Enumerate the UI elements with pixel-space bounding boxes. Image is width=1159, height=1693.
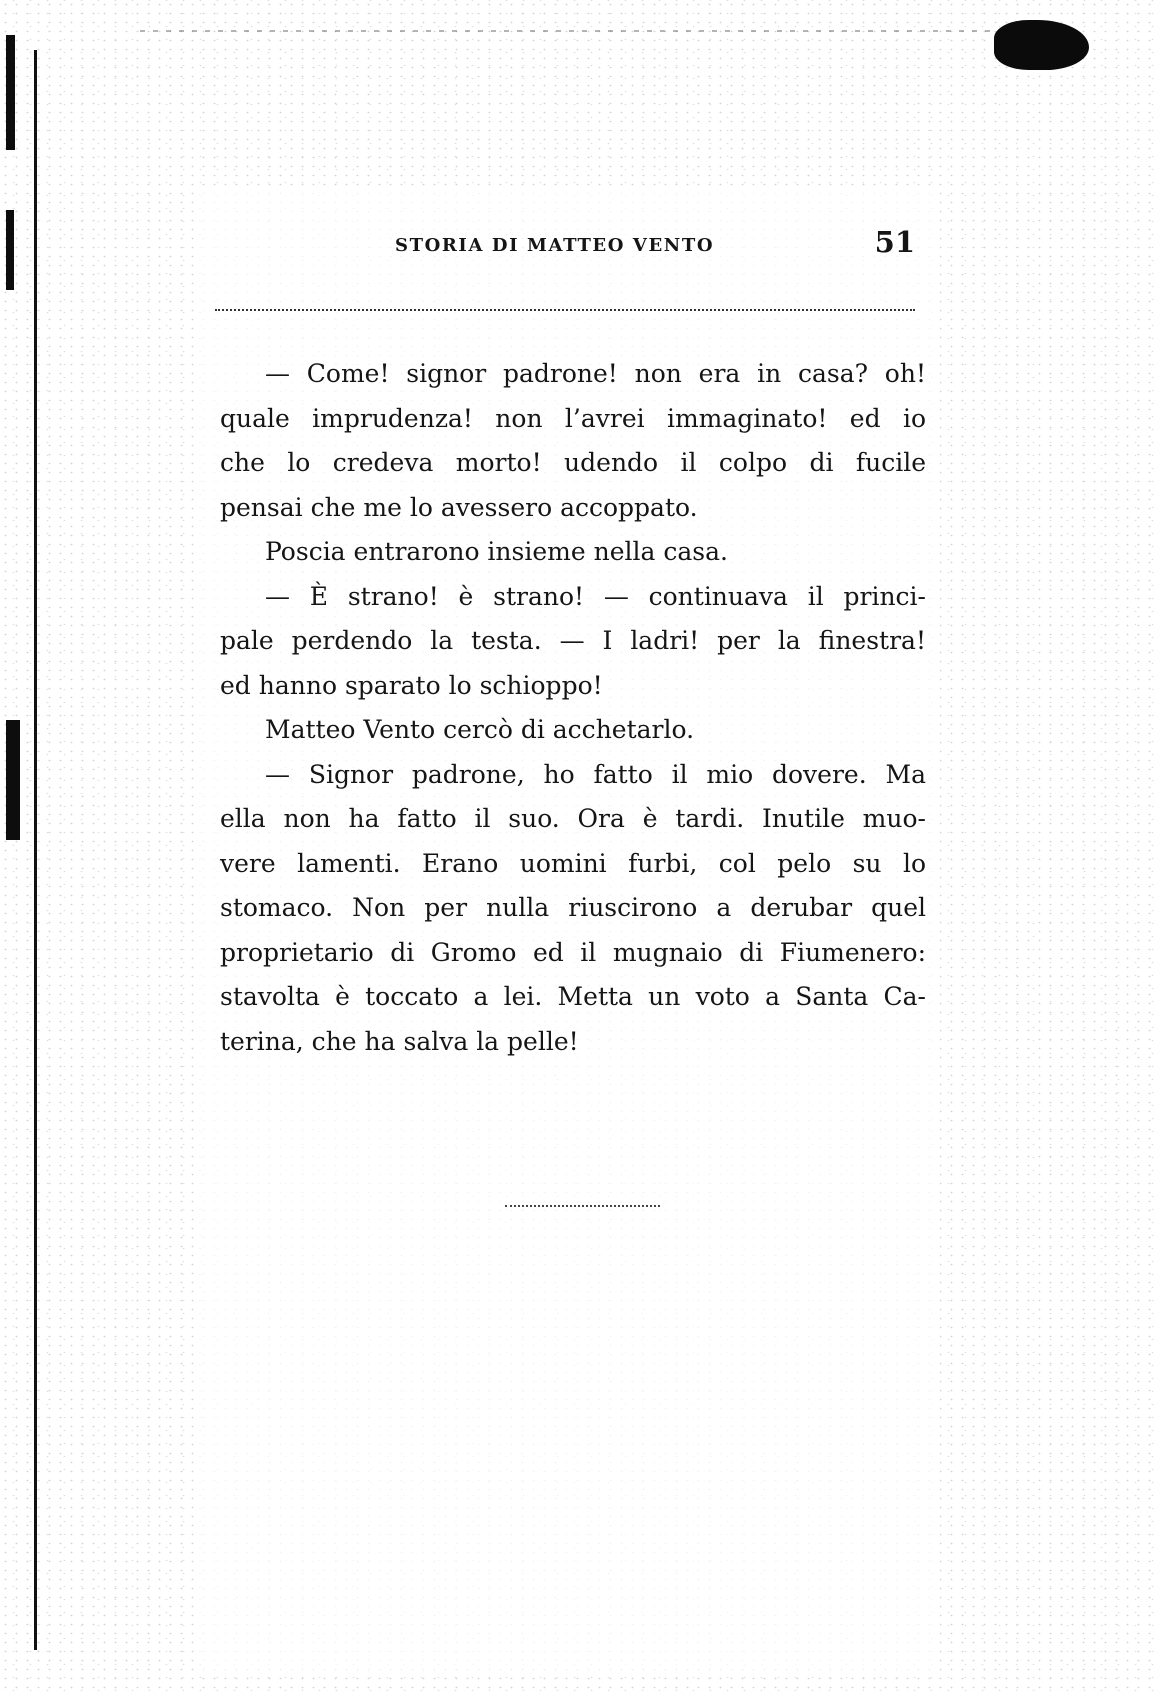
body-text bbox=[220, 352, 926, 1064]
running-title: STORIA DI MATTEO VENTO bbox=[395, 235, 715, 256]
text-line: che lo credeva morto! udendo il colpo di fucile bbox=[220, 448, 926, 477]
header-dotted-rule bbox=[215, 309, 915, 311]
binding-mark bbox=[6, 210, 14, 290]
text-line: ed hanno sparato lo schioppo! bbox=[220, 670, 603, 700]
text-line: stomaco. Non per nulla riuscirono a derubar quel bbox=[220, 893, 926, 922]
text-line: stavolta è toccato a lei. Metta un voto a Santa Ca- bbox=[220, 982, 926, 1011]
text-line: — È strano! è strano! — continuava il princi- bbox=[265, 581, 926, 611]
text-line: Poscia entrarono insieme nella casa. bbox=[265, 537, 728, 566]
text-line: terina, che ha salva la pelle! bbox=[220, 1026, 579, 1056]
binding-mark bbox=[6, 720, 20, 840]
text-line: — Signor padrone, ho fatto il mio dovere. Ma bbox=[265, 759, 926, 789]
text-line: — Come! signor padrone! non era in casa? oh! bbox=[265, 359, 926, 388]
text-line: proprietario di Gromo ed il mugnaio di Fiumenero: bbox=[220, 937, 926, 967]
text-line: Matteo Vento cercò di acchetarlo. bbox=[265, 715, 695, 744]
corner-ink-blot bbox=[994, 20, 1089, 70]
text-line: pensai che me lo avessero accoppato. bbox=[220, 492, 698, 522]
binding-mark bbox=[6, 35, 15, 150]
text-line: quale imprudenza! non l’avrei immaginato! ed io bbox=[220, 403, 926, 433]
running-head bbox=[215, 225, 915, 265]
end-dotted-rule bbox=[505, 1205, 660, 1207]
text-line: vere lamenti. Erano uomini furbi, col pelo su lo bbox=[220, 848, 926, 878]
page-number: 51 bbox=[874, 225, 915, 259]
top-scan-noise bbox=[140, 30, 1020, 32]
binding-edge-line bbox=[34, 50, 37, 1650]
text-line: ella non ha fatto il suo. Ora è tardi. Inutile muo- bbox=[220, 804, 926, 833]
text-line: pale perdendo la testa. — I ladri! per la finestra! bbox=[220, 626, 926, 655]
